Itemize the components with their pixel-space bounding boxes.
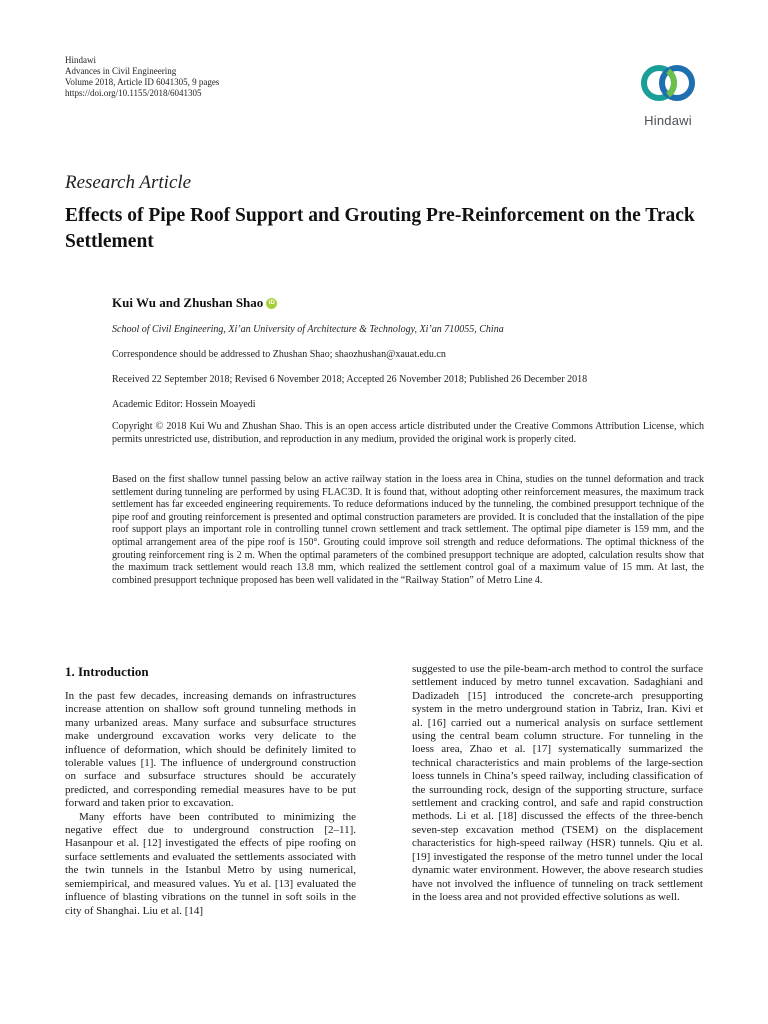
volume-info: Volume 2018, Article ID 6041305, 9 pages [65, 77, 220, 87]
paragraph: In the past few decades, increasing demands on infrastructures increase attention on shallow soft ground tunneling methods in many urbanized areas. Many surface and subsurface structures make underground excavation works very delicate to the influence of deformation, which should be definitely limited to tolerable values [1]. The influence of underground construction on surface and subsurface structures should be accurately predicted, and corresponding remedial measures have to be put forward and taken prior to excavation. [65, 690, 356, 810]
hindawi-logo-icon [636, 58, 700, 110]
section-heading-introduction: 1. Introduction [65, 664, 149, 679]
logo-wordmark: Hindawi [644, 113, 692, 128]
right-column [412, 663, 703, 904]
left-column [65, 690, 356, 918]
orcid-icon[interactable]: iD [266, 298, 277, 309]
copyright-notice: Copyright © 2018 Kui Wu and Zhushan Shao. This is an open access article distributed under the Creative Commons Attribution License, which permits unrestricted use, distribution, and reproduction in any medium, provided the original work is properly cited. [112, 421, 704, 445]
paragraph: suggested to use the pile-beam-arch method to control the surface settlement induced by metro tunnel excavation. Sadaghiani and Dadizadeh [15] introduced the concrete-arch presupporting system in the metro underground station in Tabriz, Iran. Kivi et al. [16] carried out a numerical analysis on surface settlement using the central beam column structure. For tunneling in the loess area, Zhao et al. [17] systematically summarized the technical characteristics and main problems of the large-section loess tunnels in China’s speed railway, including classification of the surrounding rock, design of the supporting structure, surface settlement and cracking control, and safe and rapid construction methods. Li et al. [18] discussed the effects of the three-bench seven-step excavation method (TSEM) on the displacement characteristics for high-speed railway (HSR) tunnels. Qiu et al. [19] investigated the response of the metro tunnel under the local dynamic water environment. However, the above research studies have not involved the influence of tunneling on track settlement in the loess area and not provided effective solutions as well. [412, 663, 703, 903]
academic-editor: Academic Editor: Hossein Moayedi [112, 399, 256, 410]
author-names: Kui Wu and Zhushan Shao [112, 295, 264, 310]
paragraph: Many efforts have been contributed to minimizing the negative effect due to underground construction [2–11]. Hasanpour et al. [12] investigated the effects of pipe roofing on surface settlements and evaluated the settlements associated with the twin tunnels in the Istanbul Metro by using numerical, semiempirical, and measured values. Yu et al. [13] evaluated the influence of blasting vibrations on the tunnel in soft soils in the city of Shanghai. Liu et al. [14] [65, 810, 356, 917]
article-title: Effects of Pipe Roof Support and Grouting Pre-Reinforcement on the Track Settlement [65, 205, 695, 252]
hindawi-logo [636, 58, 700, 132]
publisher-name: Hindawi [65, 55, 96, 65]
publication-dates: Received 22 September 2018; Revised 6 November 2018; Accepted 26 November 2018; Published 26 December 2018 [112, 374, 588, 385]
correspondence: Correspondence should be addressed to Zhushan Shao; shaozhushan@xauat.edu.cn [112, 349, 446, 360]
affiliation: School of Civil Engineering, Xi’an University of Architecture & Technology, Xi’an 710055, China [112, 324, 504, 335]
journal-name: Advances in Civil Engineering [65, 66, 177, 76]
journal-header [65, 55, 219, 99]
abstract: Based on the first shallow tunnel passing below an active railway station in the loess area in China, studies on the tunnel deformation and track settlement during tunneling are performed by using FLAC3D. It is found that, without adopting other reinforcement measures, the maximum track settlement has far exceeded engineering requirements. To reduce deformations induced by the tunneling, the combined presupport technique of the pipe roof and grouting reinforcement is presented and optimal construction parameters are provided. It is concluded that the installation of the pipe roof support plays an important role in controlling tunnel crown settlement and track settlement. The optimal pipe diameter is 159 mm, and the optimal arrangement area of the pipe roof is 150°. Grouting could improve soil strength and reduce deformations. The optimal thickness of the grouting reinforcement ring is 2 m. When the optimal parameters of the combined presupport technique are adopted, calculation results show that the maximum track settlement would reach 13.8 mm, which realized the settlement control goal of a maximum value of 15 mm. At last, the combined presupport technique proposed has been well validated in the “Railway Station” of Metro Line 4. [112, 474, 704, 586]
doi-link[interactable]: https://doi.org/10.1155/2018/6041305 [65, 88, 202, 98]
author-line [112, 295, 277, 311]
article-type: Research Article [65, 172, 192, 193]
